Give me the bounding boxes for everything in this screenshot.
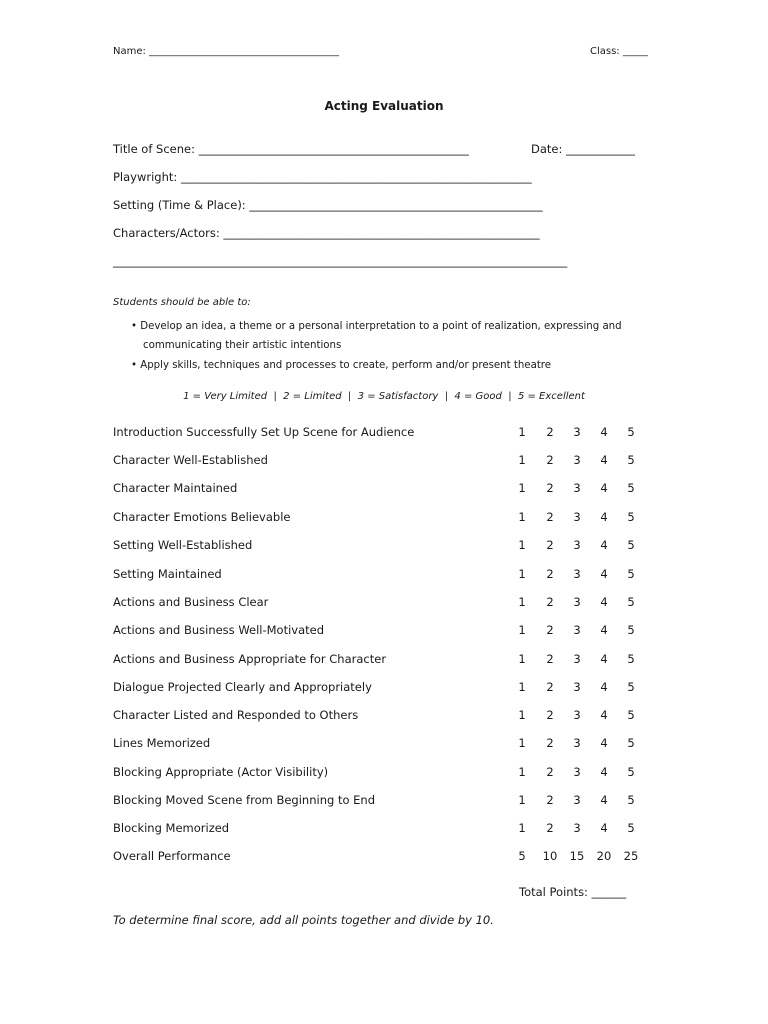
criteria-row xyxy=(113,481,653,501)
criterion-label: Actions and Business Clear xyxy=(113,595,269,609)
score-option[interactable]: 1 xyxy=(518,680,526,694)
score-option[interactable]: 15 xyxy=(569,849,585,863)
score-option[interactable]: 1 xyxy=(518,793,526,807)
class-field[interactable]: Class: _____ xyxy=(590,46,648,57)
setting-field[interactable]: Setting (Time & Place): ___________________________________________________ xyxy=(113,198,543,212)
criteria-row xyxy=(113,623,653,643)
score-option[interactable]: 1 xyxy=(518,821,526,835)
score-option[interactable]: 2 xyxy=(546,652,554,666)
date-field[interactable]: Date: ____________ xyxy=(531,142,636,156)
criterion-label: Introduction Successfully Set Up Scene for Audience xyxy=(113,425,415,439)
score-option[interactable]: 2 xyxy=(546,765,554,779)
characters-extra-line[interactable]: _______________________________________________________________________________ xyxy=(113,254,568,268)
score-option[interactable]: 4 xyxy=(600,736,608,750)
criterion-label: Blocking Moved Scene from Beginning to End xyxy=(113,793,376,807)
score-option[interactable]: 4 xyxy=(600,680,608,694)
score-option[interactable]: 1 xyxy=(518,510,526,524)
criteria-row xyxy=(113,652,653,672)
criteria-row xyxy=(113,849,653,869)
score-option[interactable]: 3 xyxy=(573,595,581,609)
score-option[interactable]: 4 xyxy=(600,708,608,722)
objectives-intro: Students should be able to: xyxy=(113,297,251,308)
score-option[interactable]: 4 xyxy=(600,595,608,609)
score-option[interactable]: 2 xyxy=(546,481,554,495)
criteria-row xyxy=(113,821,653,841)
criteria-row xyxy=(113,680,653,700)
criterion-label: Lines Memorized xyxy=(113,736,211,750)
criteria-row xyxy=(113,425,653,445)
score-option[interactable]: 1 xyxy=(518,652,526,666)
score-option[interactable]: 1 xyxy=(518,567,526,581)
criteria-row xyxy=(113,510,653,530)
score-option[interactable]: 4 xyxy=(600,765,608,779)
score-option[interactable]: 5 xyxy=(627,793,635,807)
score-option[interactable]: 4 xyxy=(600,567,608,581)
score-option[interactable]: 4 xyxy=(600,652,608,666)
score-option[interactable]: 5 xyxy=(627,652,635,666)
score-option[interactable]: 4 xyxy=(600,623,608,637)
scoring-instructions: To determine final score, add all points together and divide by 10. xyxy=(113,913,494,927)
score-option[interactable]: 4 xyxy=(600,510,608,524)
score-option[interactable]: 3 xyxy=(573,567,581,581)
score-option[interactable]: 5 xyxy=(627,425,635,439)
criterion-label: Overall Performance xyxy=(113,849,231,863)
score-option[interactable]: 2 xyxy=(546,623,554,637)
criterion-label: Character Maintained xyxy=(113,481,238,495)
rating-scale-legend: 1 = Very Limited | 2 = Limited | 3 = Satisfactory | 4 = Good | 5 = Excellent xyxy=(183,391,585,402)
score-option[interactable]: 3 xyxy=(573,821,581,835)
score-option[interactable]: 2 xyxy=(546,595,554,609)
score-option[interactable]: 3 xyxy=(573,680,581,694)
criteria-row xyxy=(113,708,653,728)
score-option[interactable]: 1 xyxy=(518,736,526,750)
score-option[interactable]: 1 xyxy=(518,453,526,467)
score-option[interactable]: 4 xyxy=(600,793,608,807)
score-option[interactable]: 1 xyxy=(518,765,526,779)
characters-field[interactable]: Characters/Actors: _______________________________________________________ xyxy=(113,226,540,240)
score-option[interactable]: 10 xyxy=(542,849,558,863)
score-option[interactable]: 1 xyxy=(518,481,526,495)
score-option[interactable]: 3 xyxy=(573,765,581,779)
score-option[interactable]: 3 xyxy=(573,510,581,524)
score-option[interactable]: 2 xyxy=(546,793,554,807)
total-points-field[interactable]: Total Points: ______ xyxy=(519,885,627,899)
criterion-label: Actions and Business Well-Motivated xyxy=(113,623,325,637)
score-option[interactable]: 1 xyxy=(518,708,526,722)
score-option[interactable]: 1 xyxy=(518,595,526,609)
score-option[interactable]: 5 xyxy=(627,510,635,524)
score-option[interactable]: 1 xyxy=(518,538,526,552)
score-option[interactable]: 5 xyxy=(627,595,635,609)
scene-title-field[interactable]: Title of Scene: _______________________________________________ xyxy=(113,142,469,156)
objective-bullet-2: • Apply skills, techniques and processes to create, perform and/or present theatre xyxy=(131,360,552,371)
score-option[interactable]: 5 xyxy=(627,708,635,722)
score-option[interactable]: 2 xyxy=(546,538,554,552)
objective-bullet-1: • Develop an idea, a theme or a personal interpretation to a point of realization, expressing and xyxy=(131,321,622,332)
score-option[interactable]: 4 xyxy=(600,538,608,552)
criterion-label: Dialogue Projected Clearly and Appropriately xyxy=(113,680,372,694)
criteria-row xyxy=(113,595,653,615)
criterion-label: Character Listed and Responded to Others xyxy=(113,708,359,722)
score-option[interactable]: 2 xyxy=(546,736,554,750)
score-option[interactable]: 3 xyxy=(573,793,581,807)
score-option[interactable]: 1 xyxy=(518,623,526,637)
score-option[interactable]: 2 xyxy=(546,510,554,524)
score-option[interactable]: 25 xyxy=(623,849,639,863)
score-option[interactable]: 3 xyxy=(573,623,581,637)
criteria-row xyxy=(113,567,653,587)
score-option[interactable]: 3 xyxy=(573,538,581,552)
score-option[interactable]: 3 xyxy=(573,425,581,439)
score-option[interactable]: 3 xyxy=(573,736,581,750)
score-option[interactable]: 3 xyxy=(573,652,581,666)
criteria-row xyxy=(113,765,653,785)
criteria-row xyxy=(113,736,653,756)
score-option[interactable]: 4 xyxy=(600,821,608,835)
objective-bullet-1-continued: communicating their artistic intentions xyxy=(143,340,342,351)
score-option[interactable]: 5 xyxy=(627,821,635,835)
score-option[interactable]: 3 xyxy=(573,453,581,467)
criterion-label: Blocking Memorized xyxy=(113,821,230,835)
name-field[interactable]: Name: ______________________________________ xyxy=(113,46,340,57)
criterion-label: Character Emotions Believable xyxy=(113,510,291,524)
criterion-label: Setting Well-Established xyxy=(113,538,253,552)
criterion-label: Blocking Appropriate (Actor Visibility) xyxy=(113,765,329,779)
score-option[interactable]: 2 xyxy=(546,453,554,467)
score-option[interactable]: 5 xyxy=(627,736,635,750)
score-option[interactable]: 2 xyxy=(546,425,554,439)
score-option[interactable]: 5 xyxy=(627,623,635,637)
score-option[interactable]: 2 xyxy=(546,821,554,835)
playwright-field[interactable]: Playwright: _____________________________________________________________ xyxy=(113,170,532,184)
score-option[interactable]: 20 xyxy=(596,849,612,863)
score-option[interactable]: 5 xyxy=(627,481,635,495)
criterion-label: Actions and Business Appropriate for Character xyxy=(113,652,387,666)
score-option[interactable]: 5 xyxy=(518,849,526,863)
score-option[interactable]: 2 xyxy=(546,680,554,694)
criterion-label: Setting Maintained xyxy=(113,567,222,581)
score-option[interactable]: 3 xyxy=(573,481,581,495)
score-option[interactable]: 5 xyxy=(627,680,635,694)
score-option[interactable]: 3 xyxy=(573,708,581,722)
criterion-label: Character Well-Established xyxy=(113,453,268,467)
criteria-row xyxy=(113,538,653,558)
score-option[interactable]: 2 xyxy=(546,708,554,722)
score-option[interactable]: 5 xyxy=(627,765,635,779)
criteria-row xyxy=(113,793,653,813)
score-option[interactable]: 4 xyxy=(600,425,608,439)
page-title: Acting Evaluation xyxy=(324,99,444,113)
criteria-row xyxy=(113,453,653,473)
score-option[interactable]: 2 xyxy=(546,567,554,581)
score-option[interactable]: 5 xyxy=(627,567,635,581)
score-option[interactable]: 5 xyxy=(627,453,635,467)
score-option[interactable]: 4 xyxy=(600,481,608,495)
score-option[interactable]: 4 xyxy=(600,453,608,467)
score-option[interactable]: 5 xyxy=(627,538,635,552)
score-option[interactable]: 1 xyxy=(518,425,526,439)
